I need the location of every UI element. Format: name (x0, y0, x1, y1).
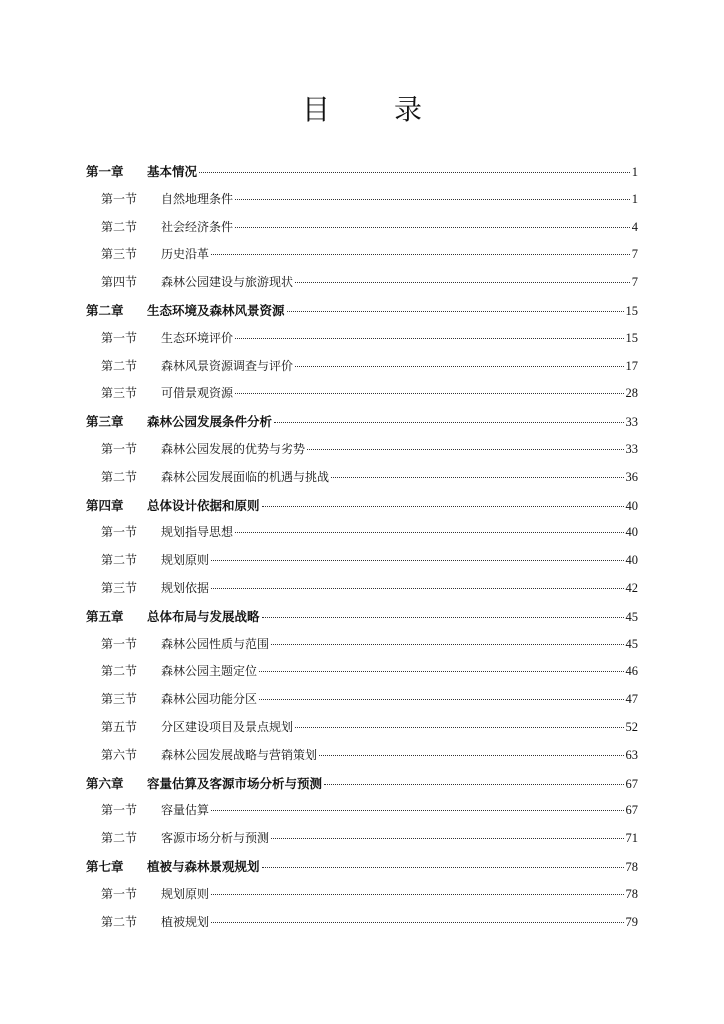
toc-entry-number: 第三节 (101, 386, 138, 401)
toc-entry-number: 第二节 (101, 664, 138, 679)
toc-dot-leader (259, 698, 623, 700)
toc-dot-leader (235, 198, 630, 200)
toc-entry-page-number: 78 (625, 860, 638, 874)
toc-entry-number: 第七章 (86, 859, 124, 874)
toc-section-entry[interactable] (101, 357, 638, 377)
toc-section-entry[interactable] (101, 635, 638, 655)
toc-section-entry[interactable] (101, 718, 638, 738)
toc-entry-title: 生态环境及森林风景资源 (147, 303, 285, 318)
toc-entry-number: 第一节 (101, 525, 138, 540)
toc-dot-leader (199, 171, 630, 173)
toc-dot-leader (324, 783, 623, 785)
toc-entry-title: 森林公园发展条件分析 (147, 414, 273, 430)
toc-entry-title: 森林公园发展战略与营销策划 (161, 747, 318, 762)
toc-section-entry[interactable] (101, 329, 638, 349)
toc-entry-title: 历史沿革 (161, 247, 210, 262)
toc-entry-number: 第二节 (101, 219, 138, 234)
toc-entry-page-number: 45 (625, 609, 638, 624)
toc-entry-title: 森林公园发展的优势与劣势 (161, 442, 306, 456)
toc-entry-title: 总体设计依据和原则 (147, 497, 260, 513)
toc-entry-title: 客源市场分析与预测 (161, 831, 270, 846)
toc-entry-number: 第一节 (101, 886, 138, 901)
toc-dot-leader (211, 559, 623, 561)
toc-dot-leader (331, 476, 623, 478)
toc-entry-page-number: 46 (625, 664, 638, 679)
toc-entry-page-number: 71 (625, 831, 638, 846)
toc-entry-number: 第四节 (101, 275, 138, 290)
toc-entry-title: 社会经济条件 (161, 219, 234, 234)
toc-dot-leader (211, 253, 630, 255)
toc-dot-leader (235, 337, 623, 339)
toc-dot-leader (271, 643, 623, 645)
toc-dot-leader (211, 809, 623, 811)
toc-chapter-entry[interactable] (86, 162, 638, 182)
toc-entry-number: 第一节 (101, 442, 138, 456)
toc-entry-page-number: 1 (631, 191, 638, 206)
toc-entry-page-number: 40 (625, 498, 638, 513)
toc-entry-page-number: 4 (631, 219, 638, 234)
toc-entry-number: 第五节 (101, 720, 138, 734)
toc-entry-title: 规划原则 (161, 886, 210, 901)
toc-section-entry[interactable] (101, 829, 638, 849)
toc-dot-leader (271, 837, 623, 839)
toc-entry-number: 第三节 (101, 247, 138, 262)
toc-entry-page-number: 7 (631, 247, 638, 262)
toc-section-entry[interactable] (101, 440, 638, 460)
toc-entry-number: 第五章 (86, 608, 124, 624)
toc-dot-leader (319, 754, 623, 756)
toc-entry-number: 第二节 (101, 358, 138, 373)
toc-entry-number: 第三节 (101, 692, 138, 707)
toc-entry-number: 第二节 (101, 553, 138, 568)
toc-entry-title: 森林公园建设与旅游现状 (161, 275, 294, 290)
toc-section-entry[interactable] (101, 384, 638, 404)
toc-entry-page-number: 17 (625, 358, 638, 373)
toc-entry-title: 可借景观资源 (161, 386, 234, 401)
toc-chapter-entry[interactable] (86, 607, 638, 627)
toc-entry-number: 第二节 (101, 914, 138, 929)
toc-entry-title: 森林公园功能分区 (161, 692, 258, 707)
toc-entry-page-number: 15 (625, 304, 638, 318)
toc-entry-title: 基本情况 (147, 164, 198, 179)
toc-section-entry[interactable] (101, 801, 638, 821)
toc-entry-number: 第二章 (86, 303, 124, 318)
toc-entry-number: 第二节 (101, 469, 138, 484)
toc-entry-page-number: 33 (625, 442, 638, 456)
toc-section-entry[interactable] (101, 468, 638, 488)
toc-entry-number: 第六章 (86, 775, 124, 791)
toc-entry-page-number: 45 (625, 636, 638, 651)
toc-entry-title: 容量估算 (161, 803, 210, 818)
toc-section-entry[interactable] (101, 662, 638, 682)
toc-chapter-entry[interactable] (86, 774, 638, 794)
toc-entry-title: 规划原则 (161, 553, 210, 568)
toc-dot-leader (235, 226, 630, 228)
toc-section-entry[interactable] (101, 579, 638, 599)
toc-entry-number: 第三章 (86, 414, 124, 430)
toc-entry-title: 森林公园发展面临的机遇与挑战 (161, 469, 330, 484)
toc-entry-page-number: 15 (625, 330, 638, 345)
toc-entry-number: 第三节 (101, 581, 138, 595)
toc-dot-leader (295, 726, 623, 728)
toc-entry-page-number: 47 (625, 692, 638, 707)
toc-entry-page-number: 78 (625, 886, 638, 901)
toc-section-entry[interactable] (101, 885, 638, 905)
toc-entry-title: 植被与森林景观规划 (147, 859, 260, 874)
toc-entry-title: 植被规划 (161, 914, 210, 929)
toc-entry-page-number: 67 (625, 803, 638, 818)
toc-dot-leader (262, 616, 624, 618)
toc-entry-title: 森林公园性质与范围 (161, 636, 270, 651)
toc-dot-leader (262, 505, 624, 507)
toc-entry-title: 规划依据 (161, 581, 210, 595)
toc-entry-number: 第一节 (101, 803, 138, 818)
toc-dot-leader (259, 670, 623, 672)
toc-dot-leader (274, 421, 623, 423)
toc-section-entry[interactable] (101, 690, 638, 710)
toc-entry-title: 容量估算及客源市场分析与预测 (147, 775, 323, 791)
toc-dot-leader (295, 281, 630, 283)
toc-dot-leader (287, 310, 624, 312)
toc-entry-number: 第一章 (86, 164, 124, 179)
toc-dot-leader (211, 893, 623, 895)
toc-entry-page-number: 33 (625, 415, 638, 430)
toc-dot-leader (262, 866, 624, 868)
toc-section-entry[interactable] (101, 913, 638, 933)
toc-entry-number: 第一节 (101, 636, 138, 651)
toc-entry-page-number: 1 (631, 165, 638, 179)
toc-entry-page-number: 67 (625, 776, 638, 791)
toc-chapter-entry[interactable] (86, 412, 638, 432)
toc-entry-title: 分区建设项目及景点规划 (161, 720, 294, 734)
toc-entry-title: 自然地理条件 (161, 191, 234, 206)
toc-section-entry[interactable] (101, 523, 638, 543)
toc-entry-page-number: 7 (631, 275, 638, 290)
toc-entry-page-number: 40 (625, 553, 638, 568)
toc-entry-title: 总体布局与发展战略 (147, 608, 260, 624)
toc-entry-page-number: 52 (625, 720, 638, 734)
toc-entry-title: 森林风景资源调查与评价 (161, 358, 294, 373)
toc-entry-page-number: 42 (625, 581, 638, 595)
toc-entry-page-number: 40 (625, 525, 638, 540)
toc-entry-number: 第六节 (101, 747, 138, 762)
toc-entry-page-number: 63 (625, 747, 638, 762)
toc-entry-number: 第一节 (101, 330, 138, 345)
toc-section-entry[interactable] (101, 551, 638, 571)
toc-entry-page-number: 36 (625, 469, 638, 484)
toc-entry-number: 第一节 (101, 191, 138, 206)
toc-dot-leader (211, 587, 623, 589)
toc-chapter-entry[interactable] (86, 857, 638, 877)
toc-section-entry[interactable] (101, 273, 638, 293)
toc-dot-leader (295, 365, 623, 367)
toc-entry-number: 第二节 (101, 831, 138, 846)
toc-dot-leader (235, 531, 623, 533)
toc-chapter-entry[interactable] (86, 496, 638, 516)
toc-section-entry[interactable] (101, 218, 638, 238)
toc-entry-page-number: 79 (625, 914, 638, 929)
toc-section-entry[interactable] (101, 746, 638, 766)
toc-entry-page-number: 28 (625, 386, 638, 401)
toc-entry-title: 生态环境评价 (161, 330, 234, 345)
toc-section-entry[interactable] (101, 245, 638, 265)
toc-entry-number: 第四章 (86, 497, 124, 513)
toc-dot-leader (235, 392, 623, 394)
toc-title: 目录 (301, 93, 486, 126)
toc-section-entry[interactable] (101, 190, 638, 210)
toc-chapter-entry[interactable] (86, 301, 638, 321)
toc-dot-leader (307, 448, 623, 450)
toc-entry-title: 森林公园主题定位 (161, 664, 258, 679)
toc-entry-title: 规划指导思想 (161, 525, 234, 540)
toc-dot-leader (211, 921, 623, 923)
